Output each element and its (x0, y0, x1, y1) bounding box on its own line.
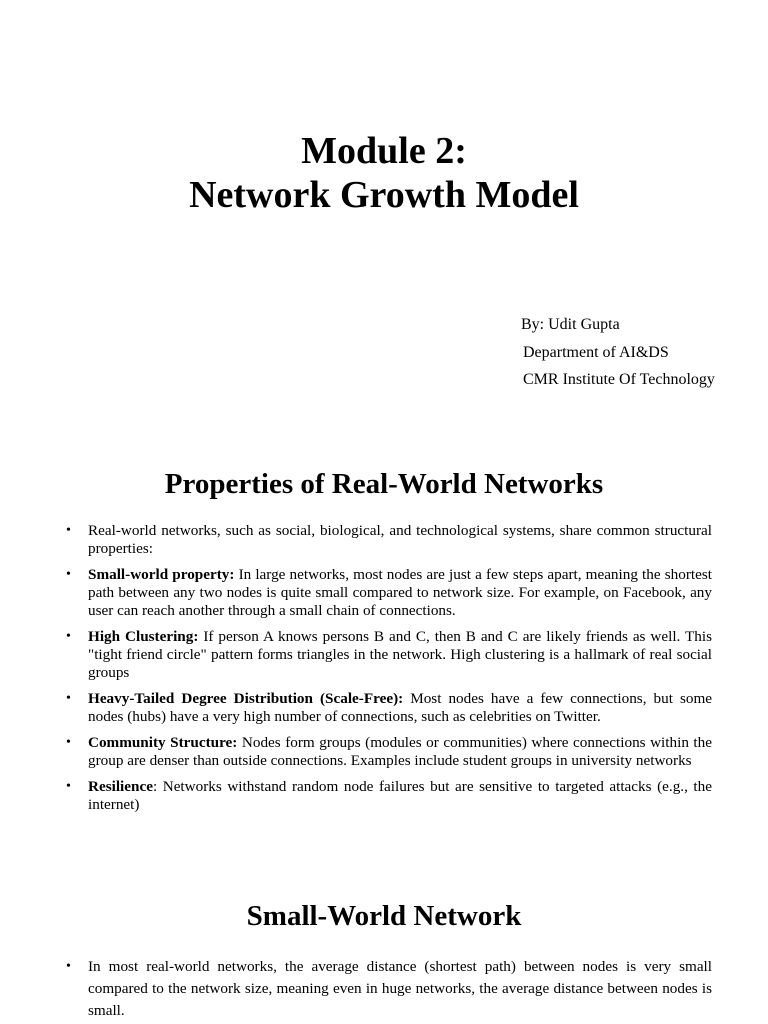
item-text: In most real-world networks, the average distance (shortest path) between nodes is very small compared to the network size, meaning even in huge networks, the average distance between nodes is small. (88, 958, 712, 1019)
bullet-icon: • (66, 523, 71, 538)
item-term: Community Structure: (88, 734, 238, 751)
title-line-1: Module 2: (301, 130, 467, 172)
item-term: Small-world property: (88, 566, 235, 583)
small-world-list (66, 956, 712, 1022)
author-institute: CMR Institute Of Technology (523, 371, 715, 388)
author-name: By: Udit Gupta (521, 316, 620, 333)
list-item (66, 566, 712, 620)
properties-list (66, 522, 712, 822)
bullet-icon: • (66, 735, 71, 750)
small-world-heading: Small-World Network (246, 900, 522, 932)
bullet-icon: • (66, 779, 71, 794)
list-item (66, 778, 712, 814)
bullet-icon: • (66, 691, 71, 706)
bullet-icon: • (66, 629, 71, 644)
list-item (66, 690, 712, 726)
list-item (66, 628, 712, 682)
author-department: Department of AI&DS (523, 344, 669, 361)
item-text: Nodes form groups (modules or communities) where connections within the group are denser than outside connections. Examples include student groups in university networks (88, 734, 712, 769)
item-term: Heavy-Tailed Degree Distribution (Scale-Free): (88, 690, 404, 707)
list-item (66, 522, 712, 558)
title-line-2: Network Growth Model (189, 174, 579, 216)
item-text: Real-world networks, such as social, biological, and technological systems, share common structural properties: (88, 522, 712, 557)
item-term: High Clustering: (88, 628, 199, 645)
list-item (66, 734, 712, 770)
item-text: Most nodes have a few connections, but some nodes (hubs) have a very high number of connections, such as celebrities on Twitter. (88, 690, 712, 725)
bullet-icon: • (66, 567, 71, 582)
item-text: If person A knows persons B and C, then B and C are likely friends as well. This "tight friend circle" pattern forms triangles in the network. High clustering is a hallmark of real social groups (88, 628, 712, 681)
properties-heading: Properties of Real-World Networks (164, 468, 604, 500)
item-text: In large networks, most nodes are just a few steps apart, meaning the shortest path between any two nodes is quite small compared to network size. For example, on Facebook, any user can reach another through a small chain of connections. (88, 566, 712, 619)
item-term: Resilience (88, 778, 153, 795)
bullet-icon: • (66, 959, 71, 974)
item-text: : Networks withstand random node failures but are sensitive to targeted attacks (e.g., the internet) (88, 778, 712, 813)
list-item (66, 956, 712, 1022)
